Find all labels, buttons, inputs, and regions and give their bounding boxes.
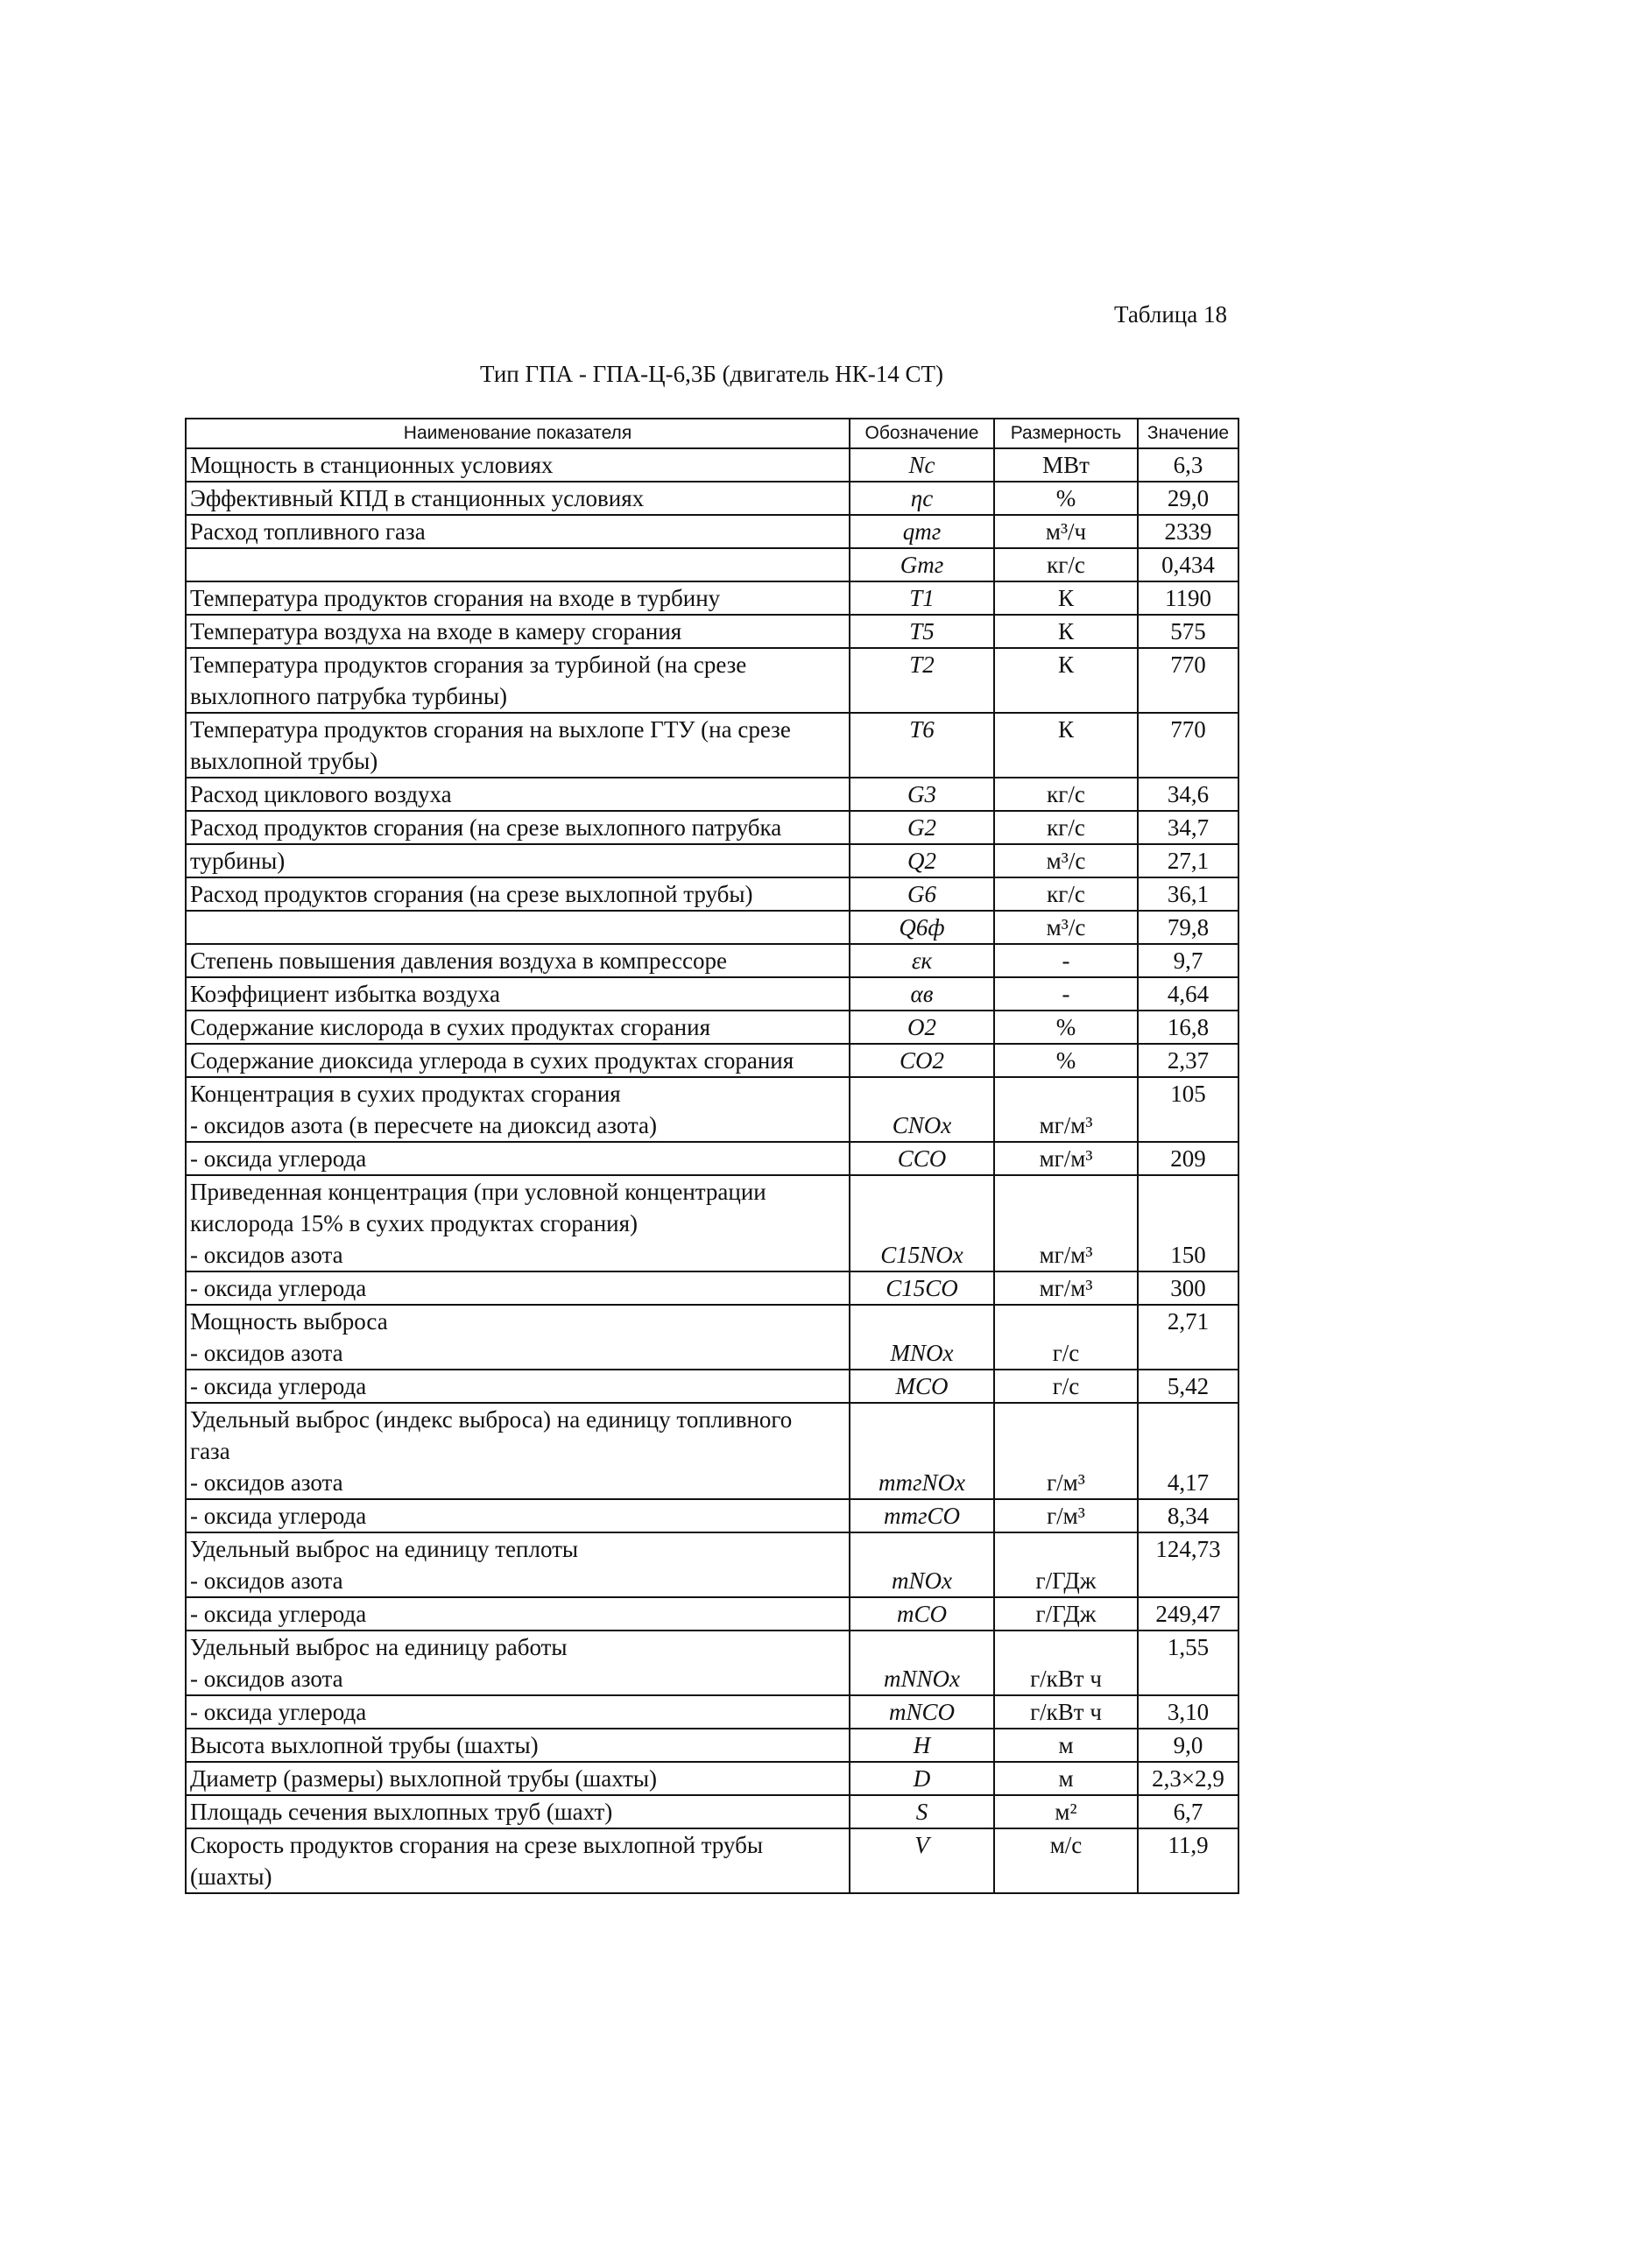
row-name-cell: [186, 515, 850, 548]
row-symbol: mNOx: [850, 1532, 994, 1597]
row-name-cell: [186, 548, 850, 581]
row-symbol: Q2: [850, 844, 994, 877]
row-unit: г/ГДж: [994, 1532, 1138, 1597]
row-symbol: MCO: [850, 1370, 994, 1403]
row-name-cell: [186, 944, 850, 977]
row-value: 770: [1138, 713, 1238, 778]
row-symbol: T2: [850, 648, 994, 713]
row-name-cell: [186, 581, 850, 615]
row-name-line: [190, 549, 845, 581]
row-value: 2,71: [1138, 1305, 1238, 1370]
row-value: 34,6: [1138, 778, 1238, 811]
row-value: 2,37: [1138, 1044, 1238, 1077]
table-row: [186, 1729, 1238, 1762]
row-name-cell: [186, 1175, 850, 1271]
row-unit: К: [994, 648, 1138, 713]
table-body: [186, 448, 1238, 1893]
row-name-cell: [186, 977, 850, 1011]
row-unit: г/м³: [994, 1499, 1138, 1532]
table-title: Тип ГПА - ГПА-Ц-6,3Б (двигатель НК-14 СТ): [480, 361, 944, 387]
row-name-line: Концентрация в сухих продуктах сгорания: [190, 1081, 621, 1107]
row-unit: К: [994, 615, 1138, 648]
row-name-line: - оксидов азота: [190, 1666, 343, 1692]
row-value: 770: [1138, 648, 1238, 713]
row-unit: мг/м³: [994, 1077, 1138, 1142]
table-row: [186, 778, 1238, 811]
row-value: 2,3×2,9: [1138, 1762, 1238, 1795]
table-row: [186, 1142, 1238, 1175]
row-value: 8,34: [1138, 1499, 1238, 1532]
row-unit: м²: [994, 1795, 1138, 1828]
row-name-cell: [186, 648, 850, 713]
row-name-cell: [186, 877, 850, 911]
row-value: 9,7: [1138, 944, 1238, 977]
row-symbol: S: [850, 1795, 994, 1828]
table-row: [186, 713, 1238, 778]
row-unit: кг/с: [994, 877, 1138, 911]
row-name-cell: [186, 1044, 850, 1077]
row-unit: г/с: [994, 1305, 1138, 1370]
row-name-cell: [186, 1271, 850, 1305]
row-symbol: G3: [850, 778, 994, 811]
row-name-line: Расход продуктов сгорания (на срезе выхлопной трубы): [190, 881, 753, 907]
table-row: [186, 911, 1238, 944]
row-name-cell: [186, 1499, 850, 1532]
table-row: [186, 482, 1238, 515]
row-name-line: Расход циклового воздуха: [190, 781, 452, 807]
row-name-line: - оксида углерода: [190, 1699, 367, 1725]
row-unit: г/кВт ч: [994, 1695, 1138, 1729]
row-name-cell: [186, 1828, 850, 1893]
row-value: 9,0: [1138, 1729, 1238, 1762]
row-symbol: G6: [850, 877, 994, 911]
row-name-line: Удельный выброс на единицу теплоты: [190, 1536, 579, 1562]
row-name-line: Степень повышения давления воздуха в компрессоре: [190, 947, 727, 974]
row-unit: кг/с: [994, 811, 1138, 844]
row-unit: %: [994, 1044, 1138, 1077]
row-name-line: Коэффициент избытка воздуха: [190, 981, 500, 1007]
row-value: 249,47: [1138, 1597, 1238, 1631]
row-name-line: Температура продуктов сгорания на выхлопе ГТУ (на срезе: [190, 716, 791, 743]
row-name-line: [190, 912, 845, 943]
row-name-cell: [186, 1729, 850, 1762]
row-symbol: T6: [850, 713, 994, 778]
row-symbol: mCO: [850, 1597, 994, 1631]
row-name-line: - оксида углерода: [190, 1373, 367, 1399]
table-row: [186, 1175, 1238, 1271]
table-row: [186, 1305, 1238, 1370]
row-symbol: Gтг: [850, 548, 994, 581]
table-header-row: [186, 419, 1238, 448]
table-row: [186, 515, 1238, 548]
table-row: [186, 1597, 1238, 1631]
row-value: 0,434: [1138, 548, 1238, 581]
row-value: 79,8: [1138, 911, 1238, 944]
row-symbol: O2: [850, 1011, 994, 1044]
row-unit: г/м³: [994, 1403, 1138, 1499]
table-caption: Таблица 18: [1114, 301, 1227, 328]
row-name-line: выхлопной трубы): [190, 748, 378, 774]
row-name-cell: [186, 1077, 850, 1142]
row-value: 300: [1138, 1271, 1238, 1305]
table-row: [186, 1532, 1238, 1597]
table-row: [186, 1762, 1238, 1795]
row-name-cell: [186, 1532, 850, 1597]
row-name-line: Приведенная концентрация (при условной концентрации: [190, 1179, 766, 1205]
table-row: [186, 877, 1238, 911]
header-name: Наименование показателя: [186, 419, 850, 448]
row-name-cell: [186, 1597, 850, 1631]
row-name-cell: [186, 1695, 850, 1729]
row-unit: -: [994, 944, 1138, 977]
row-value: 27,1: [1138, 844, 1238, 877]
row-name-line: Эффективный КПД в станционных условиях: [190, 485, 645, 511]
row-unit: мг/м³: [994, 1271, 1138, 1305]
row-unit: К: [994, 713, 1138, 778]
table-row: [186, 977, 1238, 1011]
row-symbol: ηc: [850, 482, 994, 515]
row-unit: %: [994, 1011, 1138, 1044]
table-row: [186, 1044, 1238, 1077]
row-unit: м³/с: [994, 844, 1138, 877]
table-row: [186, 1631, 1238, 1695]
row-unit: г/кВт ч: [994, 1631, 1138, 1695]
row-name-line: Температура продуктов сгорания на входе в турбину: [190, 585, 721, 611]
row-unit: г/ГДж: [994, 1597, 1138, 1631]
row-name-cell: [186, 1370, 850, 1403]
row-symbol: εк: [850, 944, 994, 977]
row-value: 36,1: [1138, 877, 1238, 911]
row-symbol: C15CO: [850, 1271, 994, 1305]
row-unit: МВт: [994, 448, 1138, 482]
row-symbol: T5: [850, 615, 994, 648]
row-name-cell: [186, 811, 850, 844]
row-name-line: Удельный выброс (индекс выброса) на единицу топливного: [190, 1406, 793, 1433]
row-name-line: Площадь сечения выхлопных труб (шахт): [190, 1799, 613, 1825]
row-value: 4,64: [1138, 977, 1238, 1011]
row-unit: м: [994, 1729, 1138, 1762]
header-symbol: Обозначение: [850, 419, 994, 448]
table-row: [186, 811, 1238, 844]
row-unit: %: [994, 482, 1138, 515]
row-value: 124,73: [1138, 1532, 1238, 1597]
table-row: [186, 1271, 1238, 1305]
row-symbol: Nc: [850, 448, 994, 482]
row-name-line: Содержание диоксида углерода в сухих продуктах сгорания: [190, 1047, 794, 1074]
row-value: 34,7: [1138, 811, 1238, 844]
row-name-line: Расход топливного газа: [190, 518, 426, 545]
row-unit: м: [994, 1762, 1138, 1795]
row-unit: кг/с: [994, 778, 1138, 811]
table-row: [186, 1795, 1238, 1828]
row-symbol: CNOx: [850, 1077, 994, 1142]
row-name-line: - оксидов азота: [190, 1567, 343, 1594]
row-name-line: Высота выхлопной трубы (шахты): [190, 1732, 539, 1758]
row-name-cell: [186, 911, 850, 944]
header-unit: Размерность: [994, 419, 1138, 448]
table-row: [186, 1403, 1238, 1499]
table-row: [186, 615, 1238, 648]
row-name-line: Расход продуктов сгорания (на срезе выхлопного патрубка: [190, 814, 782, 841]
row-name-line: Температура воздуха на входе в камеру сгорания: [190, 618, 682, 644]
row-name-cell: [186, 1403, 850, 1499]
row-name-line: газа: [190, 1438, 230, 1464]
row-name-line: Диаметр (размеры) выхлопной трубы (шахты): [190, 1765, 658, 1792]
row-symbol: CO2: [850, 1044, 994, 1077]
table-row: [186, 1499, 1238, 1532]
row-name-line: - оксидов азота: [190, 1242, 343, 1268]
row-value: 6,3: [1138, 448, 1238, 482]
row-unit: мг/м³: [994, 1142, 1138, 1175]
row-name-cell: [186, 778, 850, 811]
row-name-cell: [186, 1795, 850, 1828]
table-row: [186, 1695, 1238, 1729]
row-value: 29,0: [1138, 482, 1238, 515]
row-name-cell: [186, 448, 850, 482]
row-symbol: T1: [850, 581, 994, 615]
row-name-line: - оксидов азота (в пересчете на диоксид азота): [190, 1112, 657, 1138]
row-name-line: Содержание кислорода в сухих продуктах сгорания: [190, 1014, 710, 1040]
table-row: [186, 844, 1238, 877]
row-name-line: - оксида углерода: [190, 1145, 367, 1172]
row-value: 5,42: [1138, 1370, 1238, 1403]
row-symbol: αв: [850, 977, 994, 1011]
row-name-line: - оксидов азота: [190, 1340, 343, 1366]
row-symbol: CCO: [850, 1142, 994, 1175]
row-name-line: (шахты): [190, 1863, 272, 1890]
row-unit: -: [994, 977, 1138, 1011]
row-name-line: - оксида углерода: [190, 1275, 367, 1301]
row-name-line: турбины): [190, 848, 286, 874]
row-name-cell: [186, 482, 850, 515]
row-value: 6,7: [1138, 1795, 1238, 1828]
row-symbol: G2: [850, 811, 994, 844]
table-row: [186, 548, 1238, 581]
row-name-cell: [186, 844, 850, 877]
table-row: [186, 944, 1238, 977]
row-value: 2339: [1138, 515, 1238, 548]
parameters-table: [185, 418, 1239, 1894]
row-name-line: Мощность в станционных условиях: [190, 452, 554, 478]
row-symbol: mтгCO: [850, 1499, 994, 1532]
row-name-line: Удельный выброс на единицу работы: [190, 1634, 568, 1660]
row-name-cell: [186, 1305, 850, 1370]
row-unit: м³/с: [994, 911, 1138, 944]
row-value: 105: [1138, 1077, 1238, 1142]
row-value: 16,8: [1138, 1011, 1238, 1044]
row-unit: м³/ч: [994, 515, 1138, 548]
row-name-cell: [186, 1631, 850, 1695]
row-name-line: - оксида углерода: [190, 1503, 367, 1529]
row-symbol: MNOx: [850, 1305, 994, 1370]
row-name-cell: [186, 1762, 850, 1795]
row-unit: м/с: [994, 1828, 1138, 1893]
row-name-cell: [186, 713, 850, 778]
row-name-line: - оксидов азота: [190, 1469, 343, 1496]
table-row: [186, 1828, 1238, 1893]
row-symbol: mтгNOx: [850, 1403, 994, 1499]
table-row: [186, 1370, 1238, 1403]
row-name-line: - оксида углерода: [190, 1601, 367, 1627]
row-symbol: H: [850, 1729, 994, 1762]
row-symbol: D: [850, 1762, 994, 1795]
row-unit: К: [994, 581, 1138, 615]
row-name-line: Скорость продуктов сгорания на срезе выхлопной трубы: [190, 1832, 763, 1858]
row-value: 1,55: [1138, 1631, 1238, 1695]
row-name-line: кислорода 15% в сухих продуктах сгорания): [190, 1210, 638, 1236]
row-name-line: Мощность выброса: [190, 1308, 388, 1335]
table-row: [186, 1011, 1238, 1044]
row-unit: мг/м³: [994, 1175, 1138, 1271]
table-row: [186, 1077, 1238, 1142]
row-name-cell: [186, 1011, 850, 1044]
row-symbol: mNNOx: [850, 1631, 994, 1695]
row-symbol: C15NOx: [850, 1175, 994, 1271]
row-symbol: mNCO: [850, 1695, 994, 1729]
row-name-line: выхлопного патрубка турбины): [190, 683, 507, 709]
table-row: [186, 448, 1238, 482]
row-name-cell: [186, 615, 850, 648]
row-value: 150: [1138, 1175, 1238, 1271]
row-value: 11,9: [1138, 1828, 1238, 1893]
row-name-line: Температура продуктов сгорания за турбиной (на срезе: [190, 652, 747, 678]
row-name-cell: [186, 1142, 850, 1175]
row-symbol: qтг: [850, 515, 994, 548]
row-value: 3,10: [1138, 1695, 1238, 1729]
row-symbol: Q6ф: [850, 911, 994, 944]
row-value: 4,17: [1138, 1403, 1238, 1499]
table-row: [186, 648, 1238, 713]
table-row: [186, 581, 1238, 615]
row-value: 209: [1138, 1142, 1238, 1175]
row-unit: кг/с: [994, 548, 1138, 581]
row-value: 575: [1138, 615, 1238, 648]
header-value: Значение: [1138, 419, 1238, 448]
row-symbol: V: [850, 1828, 994, 1893]
row-value: 1190: [1138, 581, 1238, 615]
row-unit: г/с: [994, 1370, 1138, 1403]
